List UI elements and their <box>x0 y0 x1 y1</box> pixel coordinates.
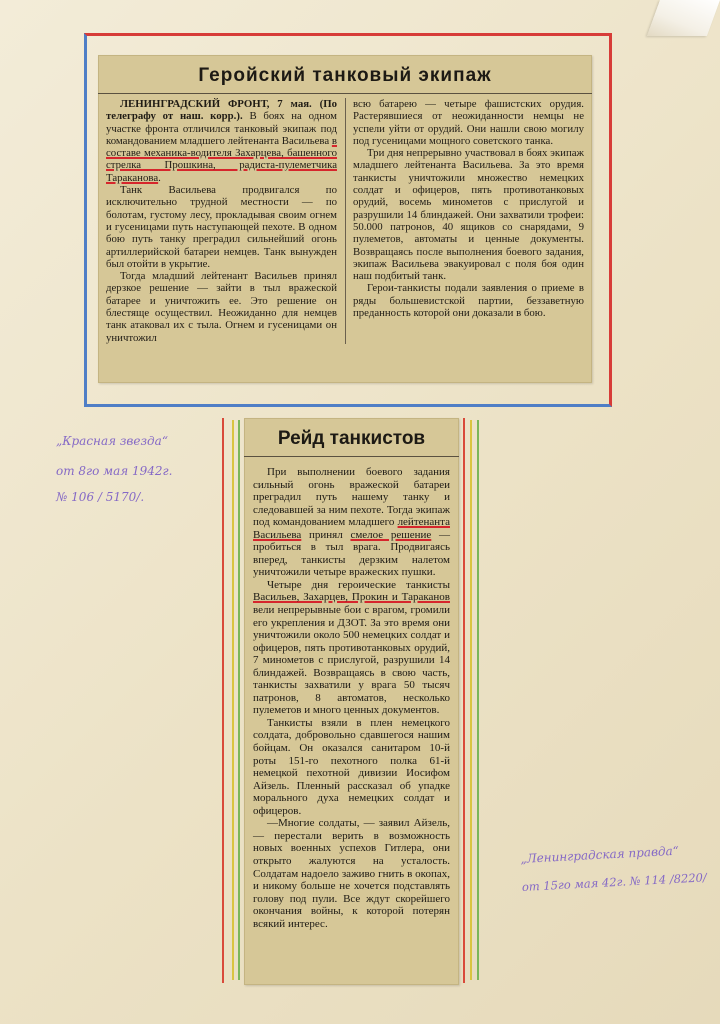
underlined-decision: смелое решение <box>350 528 432 541</box>
article2-text: вели непрерывные бои с врагом, громили его укрепления и ДЗОТ. За это время они уничтожили около 500 немецких солдат и офицеров, пять противотанковых орудий, 7 минометов с прислугой, разрушили 14 блиндажей. Возвращаясь в свою часть, танкисты захватили у врага 50 тысяч патронов, 8 автоматов, несколько пулеметов и много ценных документов. <box>253 604 450 717</box>
clipping-heroic-tank-crew <box>98 55 592 383</box>
article2-paragraph-2 <box>253 579 450 717</box>
pencil-line-green-right <box>477 420 479 980</box>
clipping-tank-raid <box>244 418 459 985</box>
article1-dateline: ЛЕНИНГРАДСКИЙ ФРОНТ, 7 мая. (По телеграфу от наш. корр.). <box>106 98 337 123</box>
article2-text: Четыре дня героические танкисты <box>267 578 450 591</box>
underlined-crew-names: Васильев, Захарцев, Прокин и Тараканов <box>253 591 450 604</box>
article2-text: принял <box>301 528 351 541</box>
note-source: „Красная звезда“ <box>56 434 168 448</box>
article1-paragraph-6: Герои-танкисты подали заявления о приеме в ряды большевистской партии, беззаветную преданность которой они доказали в бою. <box>353 282 584 320</box>
article1-paragraph-1 <box>106 98 337 184</box>
handwritten-note-leningradskaya-pravda <box>520 841 717 895</box>
article2-text: При выполнении боевого задания сильный огонь вражеской батареи преградил путь нашему танку и следовавшей за ним пехоте. Тогда экипаж под командованием младшего <box>253 466 450 529</box>
pencil-line-yellow-right <box>470 420 472 980</box>
article1-text: В боях на одном участке фронта отличился танковый экипаж под командованием младшего лейтенанта Васильева <box>106 110 337 147</box>
article2-paragraph-3: Танкисты взяли в плен немецкого солдата, добровольно сдавшегося нашим бойцам. Он оказался санитаром 10-й роты 151-го пехотного полка 61-й немецкой пехотной дивизии Иосифом Айзель. Пленный рассказал об упадке морального духа немецких солдат и офицеров. <box>253 716 450 817</box>
article1-text: . <box>158 171 161 184</box>
note-source: „Ленинградская правда“ <box>520 843 680 866</box>
article2-body <box>244 462 459 930</box>
note-issue-number: № 106 / 5170/. <box>56 490 145 504</box>
underlined-crew-names: в составе механика-водителя Захарцева, башенного стрелка Прошкина, радиста-пулеметчика Тараканова <box>106 134 337 184</box>
article1-column-right <box>345 98 584 344</box>
pencil-line-red-left <box>222 418 224 983</box>
handwritten-note-krasnaya-zvezda <box>56 433 206 505</box>
article1-columns <box>98 98 592 344</box>
article1-paragraph-5: Три дня непрерывно участвовал в боях экипаж младшего лейтенанта Васильева. За это время танкисты уничтожили множество немецких солдат и офицеров, пять противотанковых орудий, восемь минометов с прислугой и разрушили 14 блиндажей. Они захватили трофеи: 50.000 патронов, 40 ящиков со снарядами, 9 пулеметов, автоматы и ценные документы. Возвращаясь после выполнения боевого задания, экипаж Васильева эвакуировал с поля боя один наш подбитый танк. <box>353 147 584 283</box>
page-corner-fold <box>647 0 720 36</box>
article2-paragraph-1 <box>253 466 450 579</box>
headline-heroic-tank-crew: Геройский танковый экипаж <box>98 65 592 94</box>
note-date: от 8го мая 1942г. <box>56 464 173 478</box>
headline-tank-raid: Рейд танкистов <box>244 428 459 457</box>
pencil-line-red-right <box>463 418 465 983</box>
note-date-issue: от 15го мая 42г. № 114 /8220/ <box>521 870 708 894</box>
underlined-lieutenant: лейтенанта Васильева <box>253 516 450 541</box>
article1-paragraph-2: Танк Васильева продвигался по исключительно трудной местности — по болотам, густому лесу, прокладывая своим огнем и гусеницами путь наступающей пехоте. В одном бою путь танку преградил сильнейший огонь артиллерийской батареи немцев. Танк вынужден был отойти в укрытие. <box>106 184 337 270</box>
pencil-line-yellow-left <box>232 420 234 980</box>
article1-paragraph-4: всю батарею — четыре фашистских орудия. Растерявшиеся от неожиданности немцы не успели уйти от орудий. Они нашли свою могилу под гусеницами мощного советского танка. <box>353 98 584 147</box>
article1-paragraph-3: Тогда младший лейтенант Васильев принял дерзкое решение — зайти в тыл вражеской батарее и уничтожить ее. Это решение он блестяще осуществил. Неожиданно для немцев танк атаковал их с тыла. Огнем и гусеницами он уничтожил <box>106 270 337 344</box>
article2-paragraph-4: —Многие солдаты, — заявил Айзель, — перестали верить в возможность новых военных успехов Гитлера, они открыто жалуются на усталость. Солдатам надоело заживо гнить в окопах, и никому больше не хочется подставлять голову под пули. Все ждут скорейшего окончания войны, к которой потерян всякий интерес. <box>253 817 450 930</box>
article1-column-left <box>106 98 337 344</box>
article2-text: — пробиться в тыл врага. Продвигаясь вперед, танкисты дерзким налетом уничтожили четыре вражеских пушки. <box>253 528 451 579</box>
pencil-line-green-left <box>238 420 240 980</box>
